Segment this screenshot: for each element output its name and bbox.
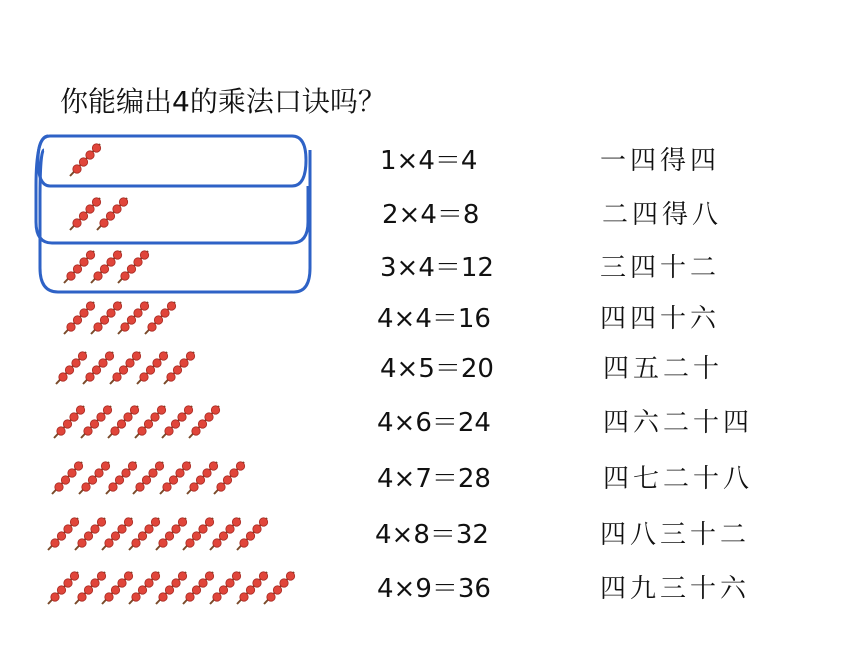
skewer-icon xyxy=(70,144,101,176)
skewer-group-row-8 xyxy=(0,514,340,554)
skewer-icon xyxy=(91,302,122,334)
rhyme-row-6: 四六二十四 xyxy=(603,408,754,438)
skewer-icon xyxy=(145,302,176,334)
equation-row-2: 2×4＝8 xyxy=(382,200,480,230)
skewer-icon xyxy=(75,572,106,604)
rhyme-row-7: 四七二十八 xyxy=(603,464,754,494)
skewer-icon xyxy=(264,572,295,604)
skewer-icon xyxy=(79,462,110,494)
skewer-icon xyxy=(70,198,101,230)
rhyme-row-2: 二四得八 xyxy=(602,200,723,230)
rhyme-row-9: 四九三十六 xyxy=(600,574,751,604)
equation-row-3: 3×4＝12 xyxy=(380,253,494,283)
skewer-icon xyxy=(189,406,220,438)
skewer-icon xyxy=(48,518,79,550)
question-title: 你能编出4的乘法口诀吗？ xyxy=(60,85,386,118)
skewer-icon xyxy=(97,198,128,230)
skewer-icon xyxy=(64,251,95,283)
skewer-icon xyxy=(187,462,218,494)
skewer-icon xyxy=(210,518,241,550)
skewer-icon xyxy=(237,518,268,550)
skewer-group-row-3 xyxy=(0,247,340,287)
equation-row-8: 4×8＝32 xyxy=(375,520,489,550)
skewer-icon xyxy=(210,572,241,604)
skewer-icon xyxy=(102,518,133,550)
skewer-icon xyxy=(156,518,187,550)
skewer-icon xyxy=(118,251,149,283)
skewer-icon xyxy=(183,518,214,550)
rhyme-row-3: 三四十二 xyxy=(600,253,721,283)
skewer-icon xyxy=(160,462,191,494)
skewer-group-row-7 xyxy=(0,458,340,498)
rhyme-row-8: 四八三十二 xyxy=(600,520,751,550)
rhyme-row-5: 四五二十 xyxy=(603,354,724,384)
skewer-group-row-5 xyxy=(0,348,340,388)
skewer-icon xyxy=(118,302,149,334)
skewer-icon xyxy=(164,352,195,384)
skewer-icon xyxy=(183,572,214,604)
skewer-icon xyxy=(83,352,114,384)
skewer-icon xyxy=(75,518,106,550)
equation-row-4: 4×4＝16 xyxy=(377,304,491,334)
skewer-icon xyxy=(54,406,85,438)
skewer-icon xyxy=(110,352,141,384)
equation-row-7: 4×7＝28 xyxy=(377,464,491,494)
skewer-icon xyxy=(237,572,268,604)
skewer-icon xyxy=(129,518,160,550)
skewer-icon xyxy=(81,406,112,438)
skewer-icon xyxy=(56,352,87,384)
skewer-group-row-9 xyxy=(0,568,340,608)
skewer-icon xyxy=(156,572,187,604)
skewer-icon xyxy=(214,462,245,494)
skewer-icon xyxy=(129,572,160,604)
skewer-icon xyxy=(162,406,193,438)
skewer-icon xyxy=(48,572,79,604)
skewer-group-row-6 xyxy=(0,402,340,442)
skewer-icon xyxy=(133,462,164,494)
equation-row-6: 4×6＝24 xyxy=(377,408,491,438)
rhyme-row-4: 四四十六 xyxy=(600,304,721,334)
skewer-icon xyxy=(137,352,168,384)
skewer-icon xyxy=(52,462,83,494)
skewer-icon xyxy=(102,572,133,604)
skewer-icon xyxy=(135,406,166,438)
skewer-group-row-1 xyxy=(0,140,340,180)
skewer-icon xyxy=(91,251,122,283)
skewer-icon xyxy=(64,302,95,334)
skewer-icon xyxy=(106,462,137,494)
skewer-group-row-4 xyxy=(0,298,340,338)
equation-row-9: 4×9＝36 xyxy=(377,574,491,604)
equation-row-5: 4×5＝20 xyxy=(380,354,494,384)
skewer-icon xyxy=(108,406,139,438)
skewer-group-row-2 xyxy=(0,194,340,234)
rhyme-row-1: 一四得四 xyxy=(600,146,721,176)
equation-row-1: 1×4＝4 xyxy=(380,146,478,176)
